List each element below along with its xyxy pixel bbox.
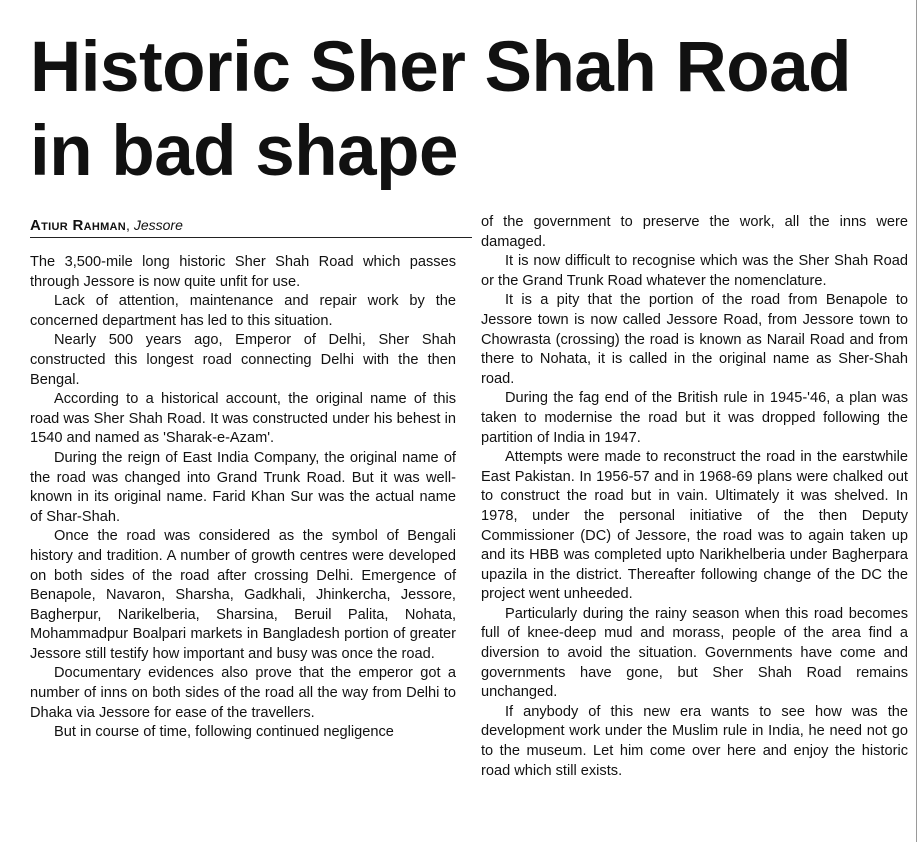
byline-place: Jessore bbox=[133, 217, 183, 233]
article-column-right bbox=[481, 213, 908, 781]
paragraph: Once the road was considered as the symbol of Bengali history and tradition. A number of growth centres were developed on both sides of the road after crossing Delhi. Emergence of Benapole, Navaron, Sharsha, Gadkhali, Jhinkercha, Jessore, Bagherpur, Narikelberia, Sharsina, Beruil Palita, Nohata, Mohammadpur Boalpari markets in Bangladesh portion of greater Jessore still testify how important and busy was once the road. bbox=[30, 528, 456, 662]
paragraph-continued: of the government to preserve the work, all the inns were damaged. bbox=[481, 214, 908, 250]
byline-divider bbox=[30, 237, 472, 238]
byline-author: Atiur Rahman bbox=[30, 217, 127, 234]
article-column-left bbox=[30, 253, 456, 743]
paragraph: Nearly 500 years ago, Emperor of Delhi, Sher Shah constructed this longest road connecting Delhi with the then Bengal. bbox=[30, 332, 456, 388]
paragraph: During the fag end of the British rule in 1945-'46, a plan was taken to modernise the road but it was dropped following the partition of India in 1947. bbox=[481, 390, 908, 446]
headline-line-2: in bad shape bbox=[30, 112, 458, 191]
byline bbox=[30, 216, 470, 235]
paragraph: Attempts were made to reconstruct the road in the earstwhile East Pakistan. In 1956-57 and in 1968-69 plans were chalked out to construct the road but in vain. Ultimately it was shelved. In 1978, under the personal initiative of the then Deputy Commissioner (DC) of Jessore, the road was to again taken up and its HBB was completed upto Narikhelberia under Bagherpara upazila in the district. Thereafter following change of the DC the project went unheeded. bbox=[481, 449, 908, 603]
paragraph: According to a historical account, the original name of this road was Sher Shah Road. It was constructed under his behest in 1540 and named as 'Sharak-e-Azam'. bbox=[30, 391, 456, 447]
paragraph: If anybody of this new era wants to see how was the development work under the Muslim rule in India, he need not go to the museum. Let him come over here and enjoy the historic road which still exists. bbox=[481, 703, 908, 779]
paragraph: It is now difficult to recognise which was the Sher Shah Road or the Grand Trunk Road whatever the nomenclature. bbox=[481, 253, 908, 289]
byline-separator: , bbox=[126, 217, 134, 233]
page-edge-rule bbox=[916, 0, 917, 842]
paragraph: Documentary evidences also prove that the emperor got a number of inns on both sides of the road all the way from Delhi to Dhaka via Jessore for ease of the travellers. bbox=[30, 665, 456, 721]
paragraph: Particularly during the rainy season when this road becomes full of knee-deep mud and morass, people of the area find a diversion to avoid the situation. Governments have come and governments have gone, but Sher Shah Road remains unchanged. bbox=[481, 605, 908, 701]
headline bbox=[30, 26, 910, 194]
paragraph: The 3,500-mile long historic Sher Shah Road which passes through Jessore is now quite unfit for use. bbox=[30, 254, 456, 290]
paragraph: Lack of attention, maintenance and repair work by the concerned department has led to this situation. bbox=[30, 293, 456, 329]
paragraph: It is a pity that the portion of the road from Benapole to Jessore town is now called Jessore Road, from Jessore town to Chowrasta (crossing) the road is known as Narail Road and from there to Nohata, it is called in the original name as Sher-Shah road. bbox=[481, 292, 908, 387]
paragraph: But in course of time, following continued negligence bbox=[54, 724, 394, 741]
paragraph: During the reign of East India Company, the original name of the road was changed into Grand Trunk Road. But it was well-known in its original name. Farid Khan Sur was the actual name of Shar-Shah. bbox=[30, 449, 456, 525]
headline-line-1: Historic Sher Shah Road bbox=[30, 28, 851, 107]
